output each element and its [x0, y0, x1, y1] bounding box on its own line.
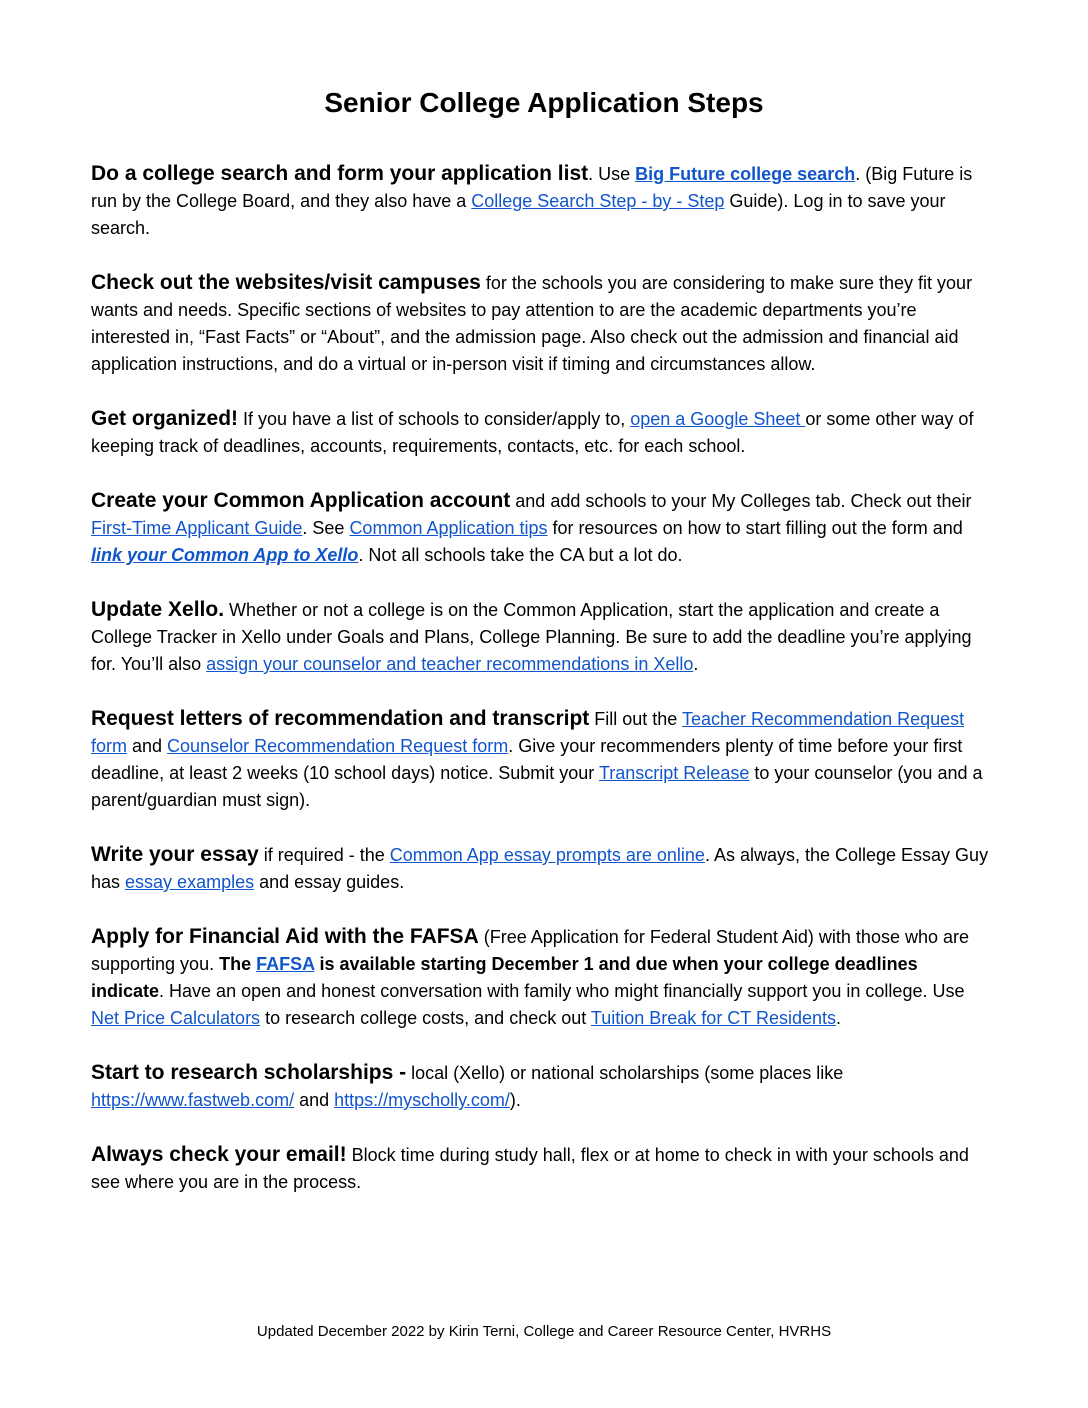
section-get-organized [91, 405, 991, 460]
section-heading: Check out the websites/visit campuses [91, 271, 481, 294]
section-financial-aid-fafsa [91, 923, 991, 1032]
section-college-search [91, 160, 991, 242]
link[interactable]: Teacher Recommendation Request form [91, 709, 965, 756]
text-run: . See [302, 518, 350, 538]
link[interactable]: link your Common App to Xello [91, 545, 359, 565]
section-check-email [91, 1141, 991, 1196]
link[interactable]: Tuition Break for CT Residents [590, 1008, 837, 1028]
text-run: is available starting December 1 and due when your college deadlines indicate [91, 954, 918, 1001]
section-check-websites [91, 269, 991, 378]
section-write-essay [91, 841, 991, 896]
text-run: (Free Application for Federal Student Aid) with those who are supporting you. [91, 927, 969, 974]
document-footer: Updated December 2022 by Kirin Terni, College and Career Resource Center, HVRHS [256, 1323, 832, 1340]
text-run: for the schools you are considering to make sure they fit your wants and needs. Specific sections of websites to pay attention to are the academic departments you’re interested in, “Fast Facts” or “About”, and the admission page. Also check out the admission and financial aid application instructions, and do a virtual or in-person visit if timing and circumstances allow. [91, 273, 973, 374]
section-heading: Update Xello. [91, 598, 225, 621]
document-body [0, 120, 1088, 1196]
text-run: . Not all schools take the CA but a lot do. [358, 545, 683, 565]
text-run: to research college costs, and check out [260, 1008, 591, 1028]
link[interactable]: Transcript Release [598, 763, 750, 783]
link[interactable]: Common Application tips [349, 518, 548, 538]
text-run: Block time during study hall, flex or at home to check in with your schools and see where you are in the process. [91, 1145, 969, 1192]
section-heading: Always check your email! [91, 1143, 347, 1166]
document-title: Senior College Application Steps [324, 87, 764, 118]
link[interactable]: Big Future college search [635, 164, 856, 184]
text-run: . Have an open and honest conversation with family who might financially support you in college. Use [159, 981, 965, 1001]
text-run: The [219, 954, 257, 974]
text-run: . (Big Future is run by the College Board, and they also have a [91, 164, 973, 211]
section-heading: Do a college search and form your application list [91, 162, 589, 185]
text-run: and essay guides. [254, 872, 405, 892]
text-run: . Give your recommenders plenty of time before your first deadline, at least 2 weeks (10 school days) notice. Submit your [91, 736, 963, 783]
text-run: . [836, 1008, 842, 1028]
text-run: . As always, the College Essay Guy has [91, 845, 989, 892]
link[interactable]: essay examples [125, 872, 255, 892]
text-run: . [693, 654, 699, 674]
link[interactable]: assign your counselor and teacher recommendations in Xello [206, 654, 694, 674]
text-run: If you have a list of schools to consider/apply to, [238, 409, 631, 429]
text-run: and [294, 1090, 335, 1110]
link[interactable]: Net Price Calculators [91, 1008, 261, 1028]
text-run: Fill out the [589, 709, 682, 729]
section-update-xello [91, 596, 991, 678]
section-heading: Apply for Financial Aid with the FAFSA [91, 925, 479, 948]
text-run: local (Xello) or national scholarships (some places like [406, 1063, 844, 1083]
text-run: for resources on how to start filling out the form and [547, 518, 963, 538]
text-run: . Use [588, 164, 636, 184]
section-heading: Write your essay [91, 843, 259, 866]
link[interactable]: College Search Step - by - Step [471, 191, 725, 211]
section-heading: Create your Common Application account [91, 489, 511, 512]
text-run: if required - the [258, 845, 390, 865]
section-recommendations-transcript [91, 705, 991, 814]
section-common-application [91, 487, 991, 569]
link[interactable]: Common App essay prompts are online [389, 845, 705, 865]
link[interactable]: https://myscholly.com/ [334, 1090, 510, 1110]
link[interactable]: Counselor Recommendation Request form [167, 736, 509, 756]
text-run: or some other way of keeping track of deadlines, accounts, requirements, contacts, etc. for each school. [91, 409, 974, 456]
text-run: and [127, 736, 168, 756]
text-run: Guide). Log in to save your search. [91, 191, 946, 238]
text-run: and add schools to your My Colleges tab. Check out their [510, 491, 972, 511]
link[interactable]: open a Google Sheet [630, 409, 806, 429]
section-heading: Start to research scholarships - [91, 1061, 407, 1084]
text-run: Whether or not a college is on the Common Application, start the application and create a College Tracker in Xello under Goals and Plans, College Planning. Be sure to add the deadline you’re applying for. You’ll also [91, 600, 972, 674]
text-run: to your counselor (you and a parent/guardian must sign). [91, 763, 983, 810]
link[interactable]: First-Time Applicant Guide [91, 518, 303, 538]
link[interactable]: https://www.fastweb.com/ [91, 1090, 295, 1110]
section-research-scholarships [91, 1059, 991, 1114]
link[interactable]: FAFSA [256, 954, 315, 974]
text-run: ). [509, 1090, 521, 1110]
section-heading: Get organized! [91, 407, 239, 430]
section-heading: Request letters of recommendation and transcript [91, 707, 590, 730]
